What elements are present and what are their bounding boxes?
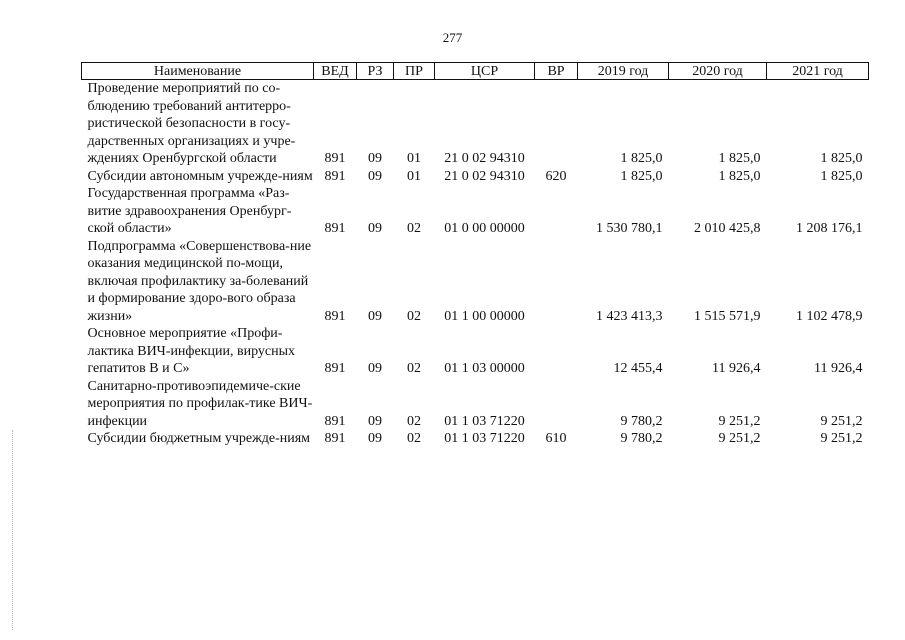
row-vr bbox=[535, 378, 578, 431]
row-pr: 02 bbox=[407, 413, 421, 429]
row-ved: 891 bbox=[324, 431, 346, 446]
row-name: Субсидии автономным учрежде-ниям bbox=[87, 168, 313, 184]
header-name: Наименование bbox=[82, 63, 314, 80]
row-ved: 891 bbox=[324, 361, 346, 376]
row-rz: 09 bbox=[368, 431, 382, 446]
row-csr: 01 1 03 71220 bbox=[444, 413, 525, 429]
page-number: 277 bbox=[442, 30, 463, 45]
row-csr: 21 0 02 94310 bbox=[444, 151, 525, 166]
row-pr: 02 bbox=[407, 431, 421, 446]
row-2019: 1 825,0 bbox=[620, 151, 663, 166]
header-csr: ЦСР bbox=[435, 63, 535, 80]
row-rz: 09 bbox=[368, 308, 382, 324]
header-pr: ПР bbox=[394, 63, 435, 80]
scan-margin-line bbox=[12, 430, 14, 630]
row-ved: 891 bbox=[324, 168, 346, 184]
header-ved: ВЕД bbox=[314, 63, 357, 80]
row-2019: 1 530 780,1 bbox=[596, 221, 663, 236]
row-2021: 9 251,2 bbox=[820, 431, 863, 446]
row-name: Государственная программа «Раз-витие здравоохранения Оренбург-ской области» bbox=[87, 186, 292, 236]
row-rz: 09 bbox=[368, 151, 382, 166]
row-name: Подпрограмма «Совершенствова-ние оказания медицинской по-мощи, включая профилактику за-болеваний и формирование здоро-вого образа жизни» bbox=[87, 238, 312, 324]
row-name: Санитарно-противоэпидемиче-ские мероприятия по профилак-тике ВИЧ-инфекции bbox=[87, 378, 313, 429]
row-vr bbox=[535, 238, 578, 326]
header-rz: РЗ bbox=[357, 63, 394, 80]
row-name: Проведение мероприятий по со-блюдению требований антитерро-ристической безопасности в госу-дарственных организациях и учре-ждениях Оренбургской области bbox=[87, 81, 296, 166]
row-csr: 01 1 03 71220 bbox=[444, 431, 525, 446]
row-2021: 11 926,4 bbox=[814, 361, 863, 376]
row-2019: 9 780,2 bbox=[620, 431, 663, 446]
table-row bbox=[82, 80, 869, 168]
row-vr bbox=[535, 185, 578, 238]
table-header-row bbox=[82, 63, 869, 80]
row-2021: 9 251,2 bbox=[820, 413, 863, 429]
row-ved: 891 bbox=[324, 308, 346, 324]
header-2020: 2020 год bbox=[669, 63, 767, 80]
row-rz: 09 bbox=[368, 413, 382, 429]
row-2021: 1 825,0 bbox=[820, 168, 863, 184]
row-2020: 9 251,2 bbox=[718, 431, 761, 446]
header-vr: ВР bbox=[535, 63, 578, 80]
row-csr: 01 1 03 00000 bbox=[444, 361, 525, 376]
table-row bbox=[82, 378, 869, 431]
row-2021: 1 102 478,9 bbox=[796, 308, 863, 324]
row-rz: 09 bbox=[368, 361, 382, 376]
row-2020: 1 825,0 bbox=[718, 151, 761, 166]
row-csr: 01 1 00 00000 bbox=[444, 308, 525, 324]
row-pr: 02 bbox=[407, 361, 421, 376]
row-2019: 12 455,4 bbox=[613, 361, 663, 376]
row-name: Основное мероприятие «Профи-лактика ВИЧ-инфекции, вирусных гепатитов В и С» bbox=[87, 326, 296, 376]
table-row bbox=[82, 430, 869, 448]
row-2019: 9 780,2 bbox=[620, 413, 663, 429]
row-vr bbox=[535, 80, 578, 168]
row-rz: 09 bbox=[368, 221, 382, 236]
table-row bbox=[82, 325, 869, 378]
row-csr: 01 0 00 00000 bbox=[444, 221, 525, 236]
row-2020: 11 926,4 bbox=[712, 361, 761, 376]
row-2020: 9 251,2 bbox=[718, 413, 761, 429]
row-rz: 09 bbox=[368, 168, 382, 184]
row-2021: 1 208 176,1 bbox=[796, 221, 863, 236]
row-csr: 21 0 02 94310 bbox=[444, 168, 525, 184]
table-row bbox=[82, 185, 869, 238]
row-2020: 1 825,0 bbox=[718, 168, 761, 184]
row-2020: 2 010 425,8 bbox=[694, 221, 761, 236]
row-2019: 1 423 413,3 bbox=[596, 308, 663, 324]
row-vr: 620 bbox=[545, 168, 567, 184]
row-name: Субсидии бюджетным учрежде-ниям bbox=[87, 431, 311, 446]
budget-table bbox=[81, 62, 869, 448]
row-pr: 02 bbox=[407, 221, 421, 236]
row-vr: 610 bbox=[545, 431, 567, 446]
row-vr bbox=[535, 325, 578, 378]
row-ved: 891 bbox=[324, 221, 346, 236]
row-pr: 01 bbox=[407, 151, 421, 166]
row-pr: 02 bbox=[407, 308, 421, 324]
row-2019: 1 825,0 bbox=[620, 168, 663, 184]
row-ved: 891 bbox=[324, 413, 346, 429]
header-2021: 2021 год bbox=[767, 63, 869, 80]
table-row bbox=[82, 238, 869, 326]
table-row bbox=[82, 168, 869, 186]
row-pr: 01 bbox=[407, 168, 421, 184]
row-2020: 1 515 571,9 bbox=[694, 308, 761, 324]
row-ved: 891 bbox=[324, 151, 346, 166]
header-2019: 2019 год bbox=[578, 63, 669, 80]
row-2021: 1 825,0 bbox=[820, 151, 863, 166]
